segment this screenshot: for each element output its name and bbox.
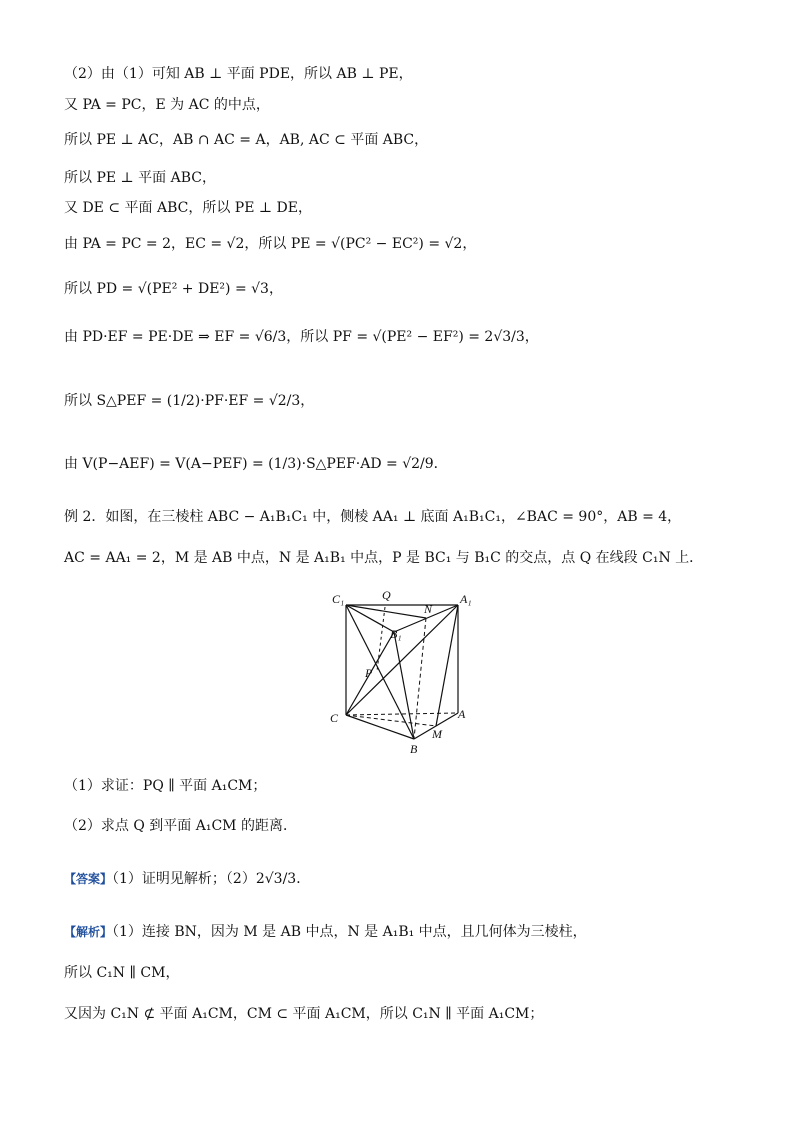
solution-line-7: 所以 PD = √(PE² + DE²) = √3， xyxy=(64,281,283,297)
solution-line-6: 由 PA = PC = 2，EC = √2，所以 PE = √(PC² − EC²) = √2， xyxy=(64,236,477,252)
label-N: N xyxy=(424,602,433,616)
analysis-text-1: （1）连接 BN，因为 M 是 AB 中点，N 是 A₁B₁ 中点，且几何体为三棱柱， xyxy=(112,924,587,940)
example2-statement-line-1: 例 2．如图，在三棱柱 ABC − A₁B₁C₁ 中，侧棱 AA₁ ⊥ 底面 A₁B₁C₁，∠BAC = 90°，AB = 4， xyxy=(64,509,682,525)
answer-line xyxy=(64,871,310,888)
segment-NB-hidden xyxy=(414,618,426,739)
label-Q: Q xyxy=(382,588,391,602)
label-A1: A₁ xyxy=(460,592,472,606)
segment-PQ-hidden xyxy=(377,607,385,671)
solution-line-10: 由 V(P−AEF) = V(A−PEF) = (1/3)·S△PEF·AD = √2/9． xyxy=(64,456,448,472)
solution-line-3: 所以 PE ⊥ AC，AB ∩ AC = A，AB, AC ⊂ 平面 ABC， xyxy=(64,132,429,148)
label-M: M xyxy=(432,727,442,741)
solution-line-2: 又 PA = PC，E 为 AC 的中点， xyxy=(64,97,270,113)
label-B: B xyxy=(410,742,418,756)
solution-line-4: 所以 PE ⊥ 平面 ABC， xyxy=(64,170,216,186)
solution-line-5: 又 DE ⊂ 平面 ABC，所以 PE ⊥ DE， xyxy=(64,200,312,216)
example2-statement-line-2: AC = AA₁ = 2，M 是 AB 中点，N 是 A₁B₁ 中点，P 是 BC₁ 与 B₁C 的交点，点 Q 在线段 C₁N 上． xyxy=(64,550,704,566)
question-1: （1）求证：PQ ∥ 平面 A₁CM； xyxy=(64,778,267,794)
solution-line-9: 所以 S△PEF = (1/2)·PF·EF = √2/3， xyxy=(64,393,315,409)
segment-CM-hidden xyxy=(346,715,436,726)
label-P: P xyxy=(365,666,373,680)
analysis-line-1 xyxy=(64,924,587,941)
label-B1: B₁ xyxy=(390,627,402,641)
solution-line-1: （2）由（1）可知 AB ⊥ 平面 PDE，所以 AB ⊥ PE， xyxy=(64,66,413,82)
analysis-tag: 【解析】 xyxy=(64,925,113,939)
prism-figure xyxy=(320,587,480,757)
analysis-line-2: 所以 C₁N ∥ CM， xyxy=(64,965,180,981)
label-C1: C₁ xyxy=(332,592,345,606)
label-A: A xyxy=(458,707,466,721)
answer-tag: 【答案】 xyxy=(64,872,113,886)
analysis-line-3: 又因为 C₁N ⊄ 平面 A₁CM，CM ⊂ 平面 A₁CM，所以 C₁N ∥ 平面 A₁CM； xyxy=(64,1006,544,1022)
label-C: C xyxy=(330,711,339,725)
solution-line-8: 由 PD·EF = PE·DE ⇒ EF = √6/3，所以 PF = √(PE² − EF²) = 2√3/3， xyxy=(64,329,539,345)
question-2: （2）求点 Q 到平面 A₁CM 的距离． xyxy=(64,818,297,834)
answer-text: （1）证明见解析；（2）2√3/3． xyxy=(112,871,311,887)
